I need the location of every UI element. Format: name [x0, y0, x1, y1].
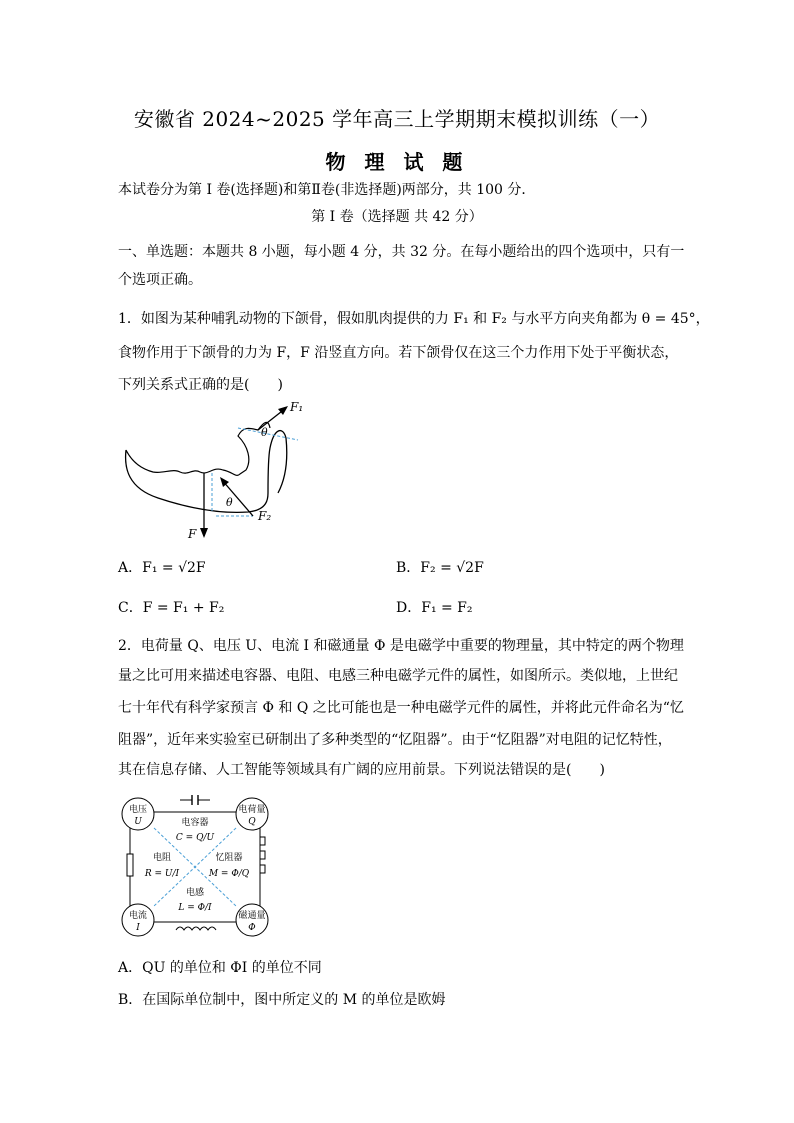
horizontal-ref-top: [238, 428, 298, 440]
q1-option-c[interactable]: C．F = F₁ + F₂: [118, 600, 225, 616]
q1-option-d[interactable]: D．F₁ = F₂: [396, 600, 473, 616]
q2-text-line2: 量之比可用来描述电容器、电阻、电感三种电磁学元件的属性，如图所示。类似地，上世纪: [118, 668, 678, 684]
q1-text-line3: 下列关系式正确的是( ): [118, 377, 283, 393]
capacitor-formula: C = Q/U: [175, 833, 215, 843]
q2-text-line1: 2．电荷量 Q、电压 U、电流 I 和磁通量 Φ 是电磁学中重要的物理量，其中特定的两个物理: [118, 638, 684, 654]
f2-arrowhead: [220, 477, 229, 487]
q2-option-b[interactable]: B．在国际单位制中，图中所定义的 M 的单位是欧姆: [118, 992, 446, 1008]
inductor-symbol: [176, 927, 216, 930]
voltage-node-symbol: U: [134, 817, 142, 827]
memristor-symbol: [260, 837, 265, 879]
element-diagram: [118, 792, 274, 942]
f-arrowhead: [200, 528, 208, 538]
q2-option-a[interactable]: A．QU 的单位和 ΦI 的单位不同: [118, 960, 322, 976]
q2-text-line5: 其在信息存储、人工智能等领域具有广阔的应用前景。下列说法错误的是( ): [118, 762, 605, 778]
theta-top-label: θ: [261, 426, 268, 439]
resistor-symbol: [127, 854, 133, 876]
section-instruction-line1: 一、单选题：本题共 8 小题，每小题 4 分，共 32 分。在每小题给出的四个选项中，只有一: [118, 244, 685, 260]
resistor-name: 电阻: [152, 853, 172, 863]
inductor-formula: L = Φ/I: [178, 903, 212, 913]
memristor-formula: M = Φ/Q: [208, 869, 250, 879]
jaw-figure: [118, 398, 318, 543]
intro-line: 本试卷分为第 I 卷(选择题)和第Ⅱ卷(非选择题)两部分，共 100 分．: [118, 182, 536, 198]
capacitor-name: 电容器: [181, 818, 209, 828]
f2-label: F₂: [258, 509, 272, 523]
flux-node-name: 磁通量: [238, 911, 266, 921]
q1-option-b[interactable]: B．F₂ = √2F: [396, 560, 484, 576]
f-label: F: [188, 527, 197, 541]
voltage-node-name: 电压: [128, 805, 148, 815]
current-node-symbol: I: [136, 923, 140, 933]
memristor-name: 忆阻器: [215, 853, 243, 863]
section-instruction-line2: 个选项正确。: [118, 272, 202, 288]
q2-text-line4: 阻器”，近年来实验室已研制出了多种类型的“忆阻器”。由于“忆阻器”对电阻的记忆特性，: [118, 732, 672, 748]
q1-option-a[interactable]: A．F₁ = √2F: [118, 560, 206, 576]
q2-text-line3: 七十年代有科学家预言 Φ 和 Q 之比可能也是一种电磁学元件的属性，并将此元件命名为“忆: [118, 700, 684, 716]
exam-subtitle: 物 理 试 题: [325, 150, 469, 174]
resistor-formula: R = U/I: [144, 869, 180, 879]
charge-node-symbol: Q: [248, 817, 256, 827]
capacitor-gap: [180, 800, 210, 808]
inductor-name: 电感: [185, 888, 205, 898]
theta-bottom-label: θ: [226, 496, 233, 509]
q1-text-line2: 食物作用于下颌骨的力为 F，F 沿竖直方向。若下颌骨仅在这三个力作用下处于平衡状态，: [118, 345, 679, 361]
f1-label: F₁: [290, 400, 304, 414]
flux-node-symbol: Φ: [248, 923, 256, 933]
current-node-name: 电流: [128, 911, 148, 921]
exam-title: 安徽省 2024~2025 学年高三上学期期末模拟训练（一）: [133, 107, 661, 131]
charge-node-name: 电荷量: [238, 805, 266, 815]
q1-text-line1: 1．如图为某种哺乳动物的下颌骨，假如肌肉提供的力 F₁ 和 F₂ 与水平方向夹角都为 θ = 45°，: [118, 311, 710, 327]
part-heading: 第 I 卷（选择题 共 42 分）: [311, 209, 483, 225]
